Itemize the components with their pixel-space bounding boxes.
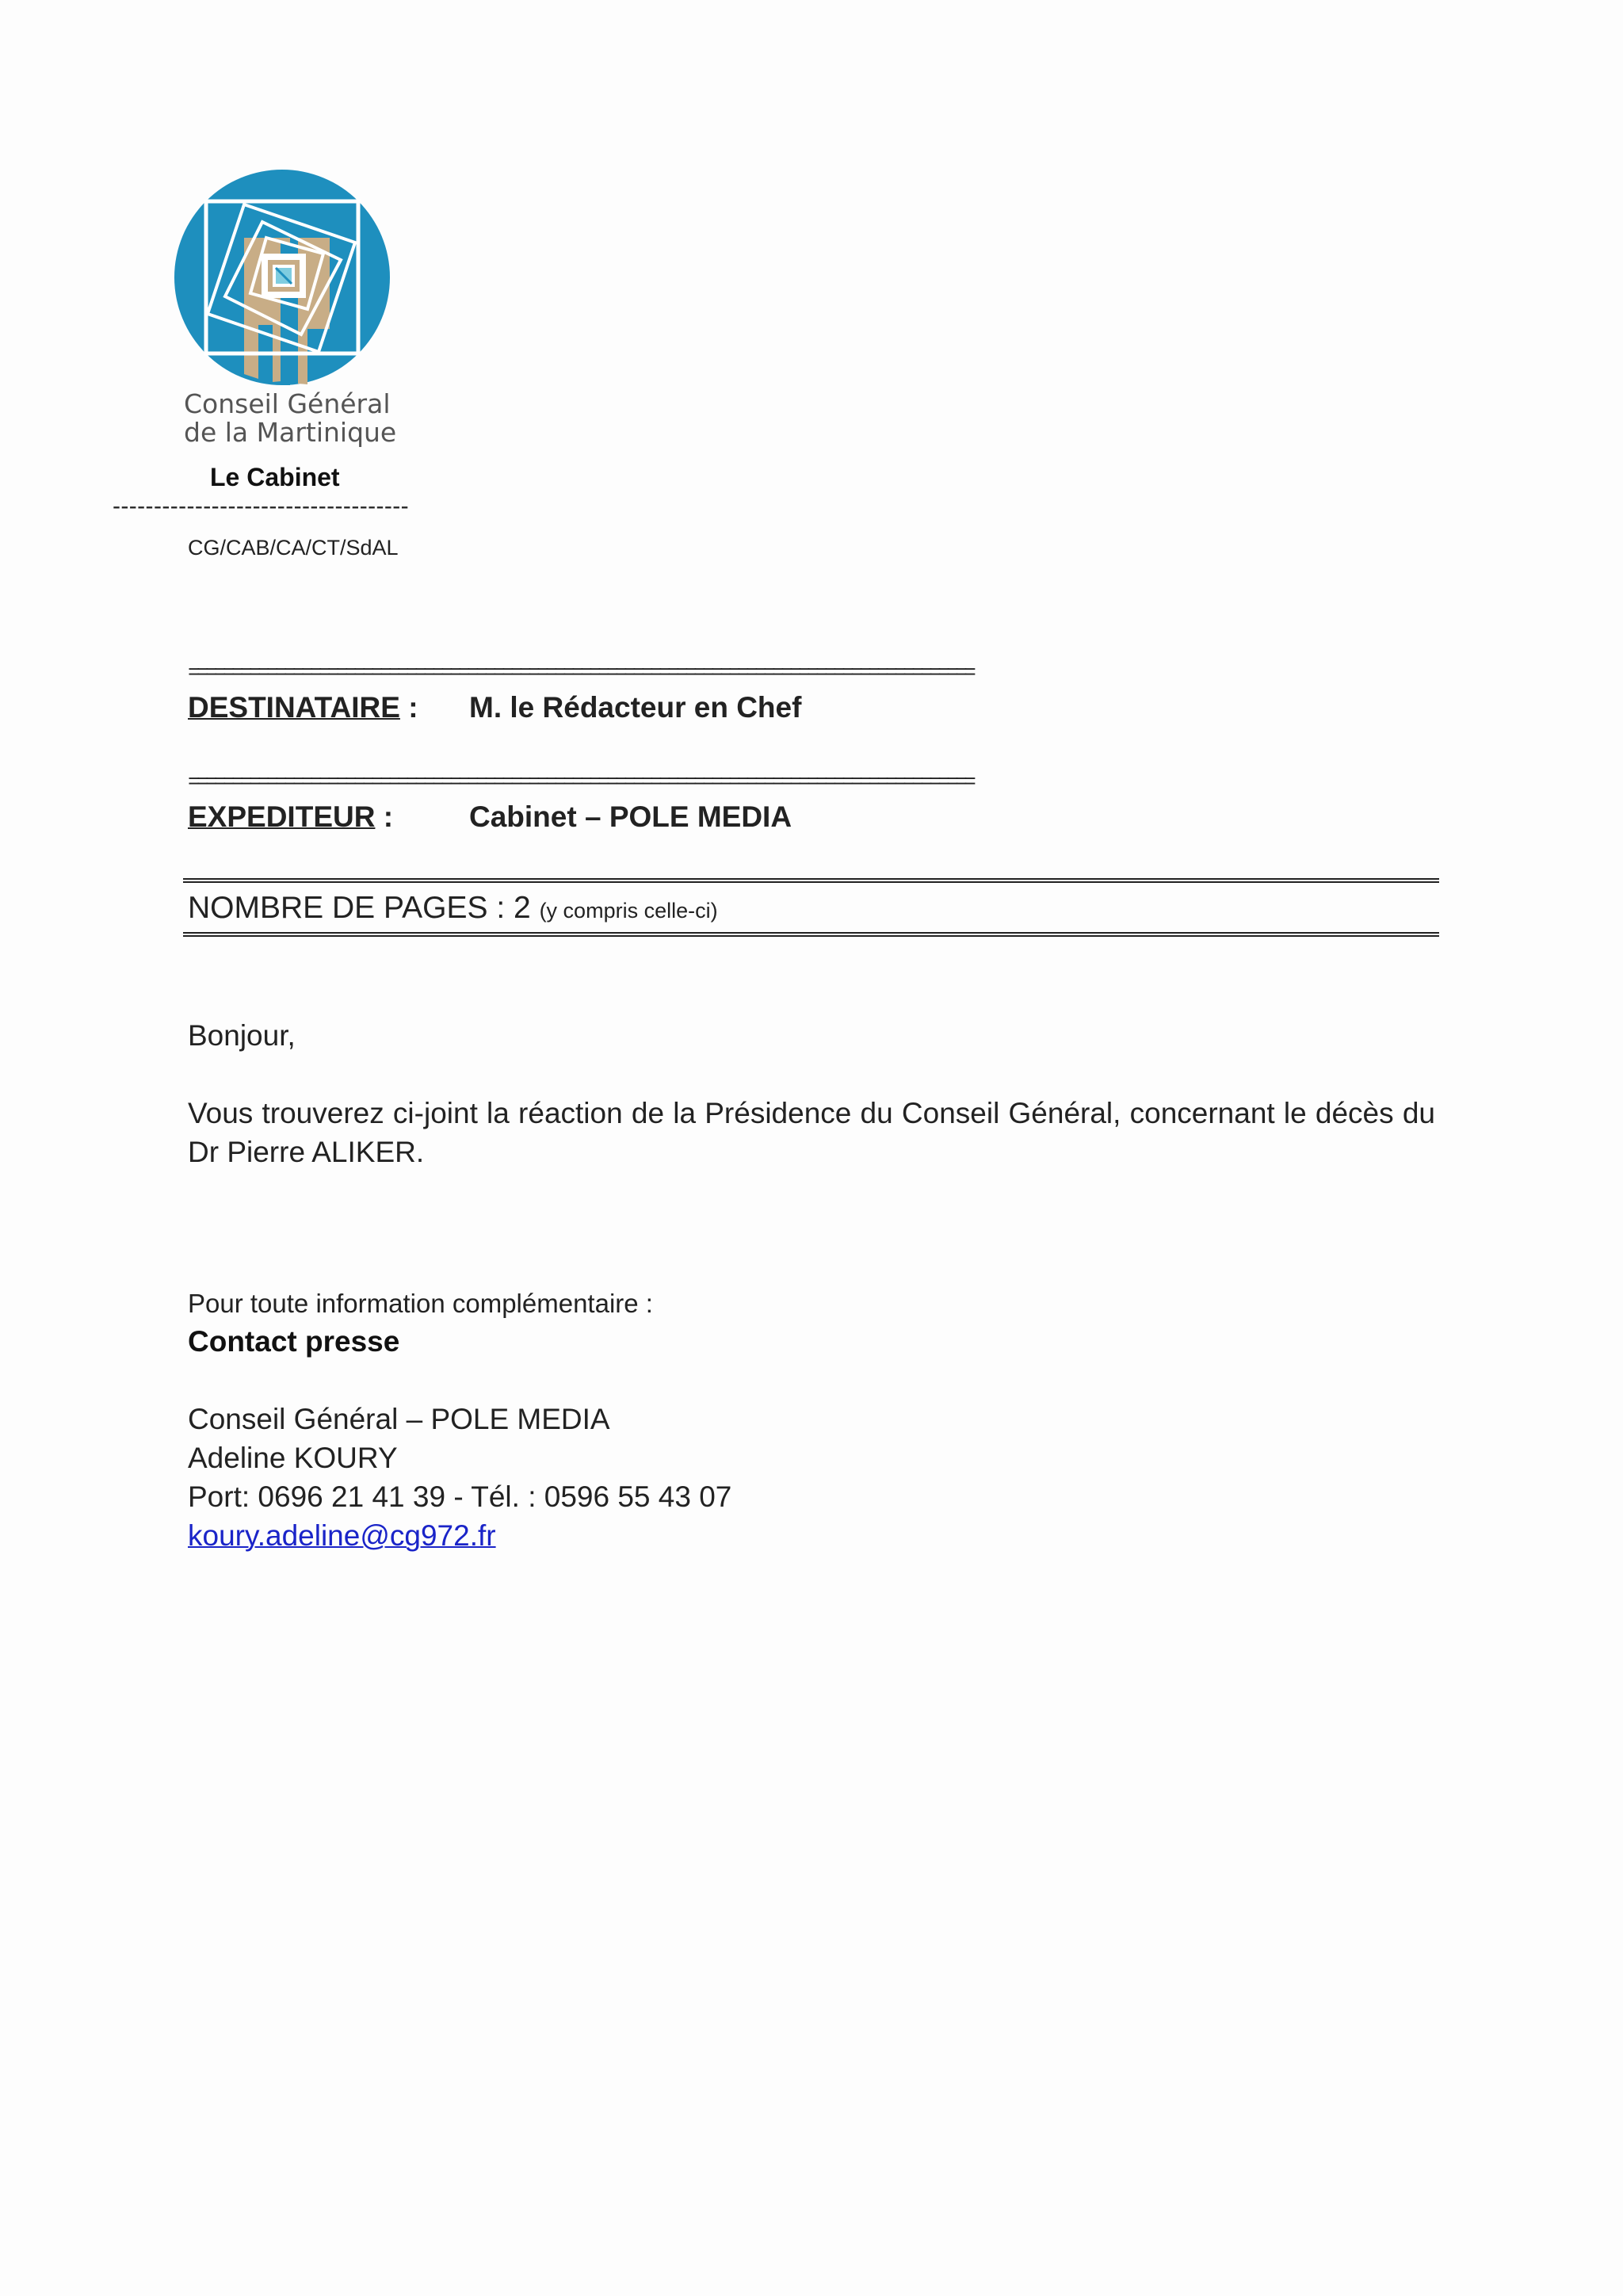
contact-phones: Port: 0696 21 41 39 - Tél. : 0596 55 43 07 [188,1480,732,1513]
equals-separator: ========================================================================================== [188,770,973,794]
sender-label-text: EXPEDITEUR [188,800,376,833]
contact-name: Adeline KOURY [188,1442,398,1474]
recipient-value: M. le Rédacteur en Chef [469,691,802,724]
page-count [188,891,718,926]
contact-organization: Conseil Général – POLE MEDIA [188,1403,610,1435]
double-rule-top [183,878,1439,883]
page-count-note: (y compris celle-ci) [539,899,718,923]
page-count-text: NOMBRE DE PAGES : 2 [188,891,531,925]
reference-code: CG/CAB/CA/CT/SdAL [188,536,399,560]
recipient-label [188,691,418,724]
greeting: Bonjour, [188,1019,296,1052]
sender-label-colon: : [375,800,394,833]
recipient-label-text: DESTINATAIRE [188,691,400,724]
contact-intro: Pour toute information complémentaire : [188,1289,653,1318]
logo-text-line1: Conseil Général [184,388,391,419]
equals-separator: ========================================================================================== [188,661,973,685]
department-name: Le Cabinet [210,463,340,491]
recipient-label-colon: : [399,691,418,724]
conseil-general-logo-icon [171,166,393,388]
sender-value: Cabinet – POLE MEDIA [469,800,792,833]
contact-email-link[interactable]: koury.adeline@cg972.fr [188,1519,496,1552]
body-paragraph: Vous trouverez ci-joint la réaction de la Présidence du Conseil Général, concernant le décès du Dr Pierre ALIKER. [188,1097,1435,1168]
sender-label [188,800,393,834]
contact-heading: Contact presse [188,1325,400,1358]
double-rule-bottom [183,932,1439,937]
header-dashed-divider: ------------------------------------ [113,493,410,519]
logo-text-line2: de la Martinique [184,417,397,448]
